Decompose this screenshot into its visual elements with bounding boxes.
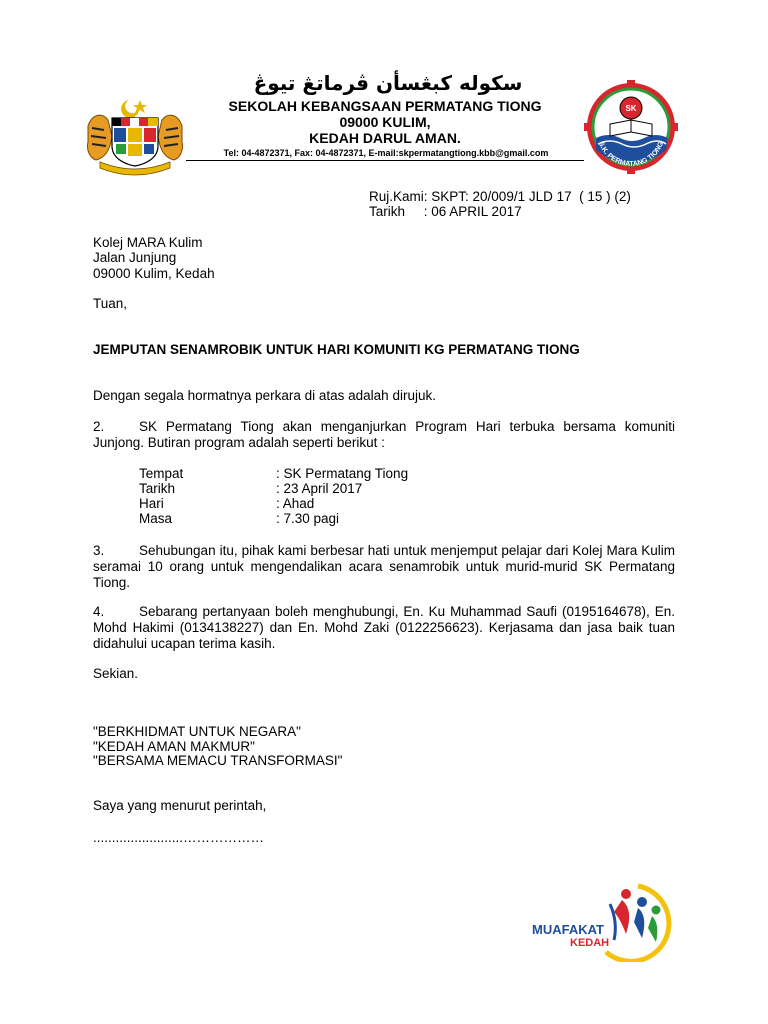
school-state: KEDAH DARUL AMAN. — [309, 130, 461, 146]
muafakat-text: MUAFAKAT — [532, 922, 604, 937]
paragraph-3-number: 3. — [93, 543, 105, 558]
school-name: SEKOLAH KEBANGSAAN PERMATANG TIONG — [228, 98, 542, 114]
closing-statement: Saya yang menurut perintah, — [93, 798, 267, 813]
paragraph-4-text: Sebarang pertanyaan boleh menghubungi, En. Ku Muhammad Saufi (0195164678), En. Mohd Hakimi (0134138227) dan En. Mohd Zaki (0122256623). Kerjasama dan jasa baik tuan didahului ucapan terima kasih. — [93, 604, 675, 651]
school-logo-text: S.K. PERMATANG TIONG — [596, 140, 666, 168]
jawi-text: سكوله كبڠسأن ڤرماتڠ تيوڠ — [253, 71, 523, 95]
paragraph-2-text: SK Permatang Tiong akan menganjurkan Program Hari terbuka bersama komuniti Junjong. Butiran program adalah seperti berikut : — [93, 419, 675, 450]
muafakat-kedah-logo — [530, 882, 680, 962]
recipient-street: Jalan Junjung — [93, 250, 177, 265]
reference-number: Ruj.Kami: SKPT: 20/009/1 JLD 17 ( 15 ) (2) — [369, 189, 631, 204]
detail-value-venue: : SK Permatang Tiong — [276, 466, 409, 481]
detail-label-day: Hari — [139, 496, 164, 511]
coat-of-arms-emblem — [82, 96, 188, 176]
signature-line: ........................……………… — [93, 830, 265, 845]
reference-date: Tarikh : 06 APRIL 2017 — [369, 204, 522, 219]
kedah-text: KEDAH — [570, 937, 610, 949]
motto-1: "BERKHIDMAT UNTUK NEGARA" — [93, 724, 301, 739]
jawi-school-name — [248, 70, 528, 96]
paragraph-4 — [93, 604, 675, 652]
svg-text:SK: SK — [625, 104, 637, 113]
detail-value-date: : 23 April 2017 — [276, 481, 363, 496]
paragraph-3 — [93, 543, 675, 591]
motto-2: "KEDAH AMAN MAKMUR" — [93, 739, 255, 754]
school-postcode: 09000 KULIM, — [339, 114, 431, 130]
paragraph-2-number: 2. — [93, 419, 105, 434]
detail-label-venue: Tempat — [139, 466, 184, 481]
paragraph-1: Dengan segala hormatnya perkara di atas adalah dirujuk. — [93, 388, 436, 403]
paragraph-2 — [93, 419, 675, 451]
paragraph-4-number: 4. — [93, 604, 105, 619]
school-logo — [584, 80, 678, 174]
paragraph-3-text: Sehubungan itu, pihak kami berbesar hati untuk menjemput pelajar dari Kolej Mara Kulim seramai 10 orang untuk mengendalikan acara senamrobik untuk murid-murid SK Permatang Tiong. — [93, 543, 675, 590]
salutation: Tuan, — [93, 296, 128, 311]
recipient-name: Kolej MARA Kulim — [93, 235, 203, 250]
school-contact: Tel: 04-4872371, Fax: 04-4872371, E-mail:skpermatangtiong.kbb@gmail.com — [223, 148, 549, 158]
detail-value-time: : 7.30 pagi — [276, 511, 340, 526]
recipient-city: 09000 Kulim, Kedah — [93, 266, 215, 281]
header-divider — [186, 160, 584, 161]
detail-value-day: : Ahad — [276, 496, 315, 511]
detail-label-date: Tarikh — [139, 481, 176, 496]
detail-label-time: Masa — [139, 511, 173, 526]
closing-sekian: Sekian. — [93, 666, 139, 681]
motto-3: "BERSAMA MEMACU TRANSFORMASI" — [93, 753, 343, 768]
letter-subject: JEMPUTAN SENAMROBIK UNTUK HARI KOMUNITI KG PERMATANG TIONG — [93, 342, 580, 357]
